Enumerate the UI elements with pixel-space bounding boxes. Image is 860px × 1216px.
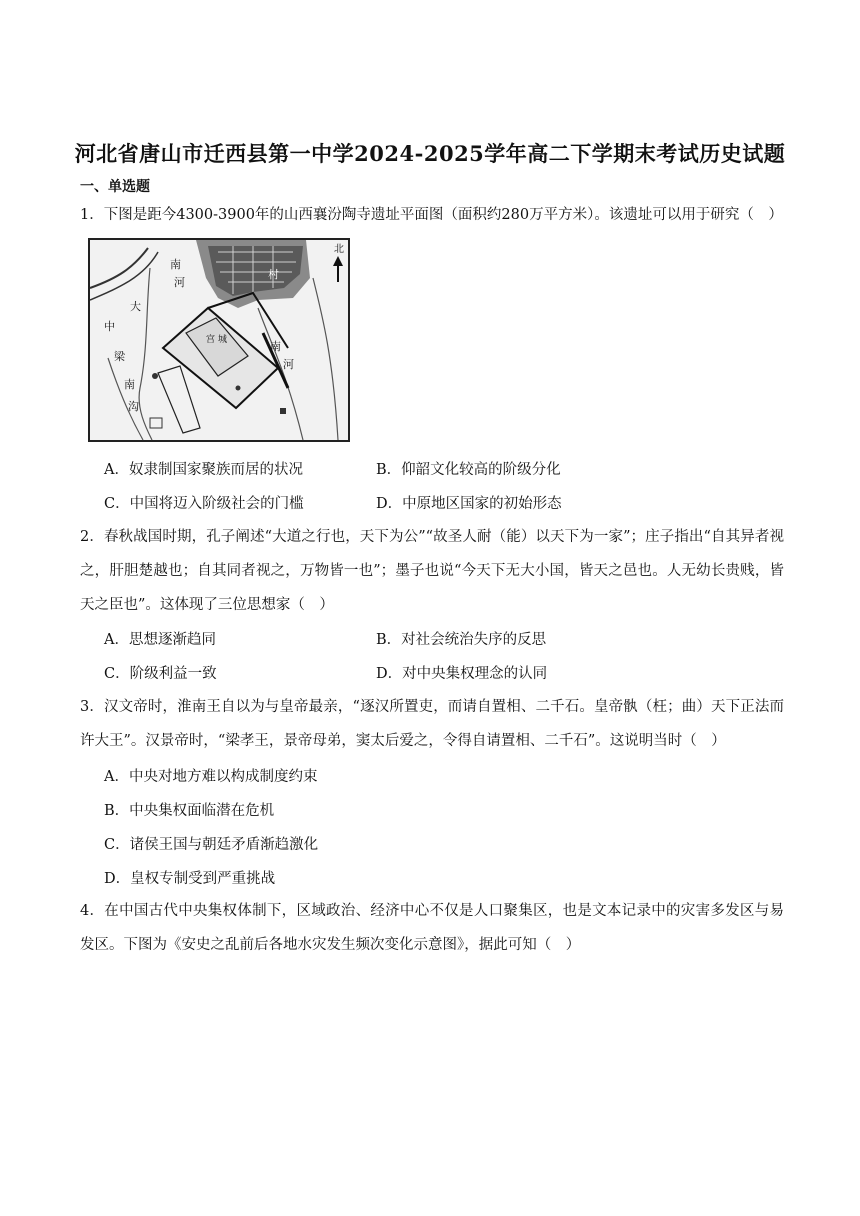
question-4 (80, 894, 784, 962)
option-a[interactable]: A．奴隶制国家聚族而居的状况 (104, 462, 303, 478)
option-b[interactable]: B．中央集权面临潜在危机 (104, 803, 275, 819)
question-1-stem: 1．下图是距今4300-3900年的山西襄汾陶寺遗址平面图（面积约280万平方米）。该遗址可以用于研究（ ） (80, 207, 783, 223)
question-2-options-row-1 (104, 630, 547, 650)
question-2 (80, 520, 784, 622)
option-c[interactable]: C．诸侯王国与朝廷矛盾渐趋激化 (104, 837, 319, 853)
map-label: 河 (174, 276, 185, 289)
question-4-stem: 4．在中国古代中央集权体制下，区域政治、经济中心不仅是人口聚集区，也是文本记录中的灾害多发区与易发区。下图为《安史之乱前后各地水灾发生频次变化示意图》，据此可知（ ） (80, 903, 784, 953)
map-label: 沟 (128, 400, 139, 413)
question-3 (80, 690, 784, 758)
option-d[interactable]: D．皇权专制受到严重挑战 (104, 871, 276, 887)
question-3-stem: 3．汉文帝时，淮南王自以为与皇帝最亲，“逐汉所置吏，而请自置相、二千石。皇帝骫（枉；曲）天下正法而许大王”。汉景帝时，“梁孝王，景帝母弟，窦太后爱之，令得自请置相、二千石”。这说明当时（ ） (80, 699, 784, 749)
question-1-options-row-1 (104, 460, 561, 480)
map-label: 南 (270, 340, 281, 353)
map-label: 南 (124, 378, 135, 391)
option-c[interactable]: C．阶级利益一致 (104, 666, 217, 682)
map-label: 河 (283, 358, 294, 371)
map-label: 中 (104, 320, 115, 333)
map-label: 梁 (114, 350, 125, 363)
section-heading: 一、单选题 (80, 179, 150, 195)
question-2-stem: 2．春秋战国时期，孔子阐述“大道之行也，天下为公”“故圣人耐（能）以天下为一家”；庄子指出“自其异者视之，肝胆楚越也；自其同者视之，万物皆一也”；墨子也说“今天下无大小国，皆天之邑也。人无幼长贵贱，皆天之臣也”。这体现了三位思想家（ ） (80, 529, 784, 613)
map-label: 村 (268, 268, 279, 281)
question-1 (80, 198, 784, 232)
question-1-options-row-2 (104, 494, 562, 514)
map-label: 大 (130, 300, 141, 313)
option-d[interactable]: D．中原地区国家的初始形态 (376, 496, 562, 512)
taosi-site-map (88, 238, 350, 442)
option-d[interactable]: D．对中央集权理念的认同 (376, 666, 548, 682)
option-a[interactable]: A．思想逐渐趋同 (104, 632, 216, 648)
option-b[interactable]: B．仰韶文化较高的阶级分化 (376, 462, 561, 478)
map-label: 北 (334, 244, 344, 255)
map-label: 南 (170, 258, 181, 271)
option-b[interactable]: B．对社会统治失序的反思 (376, 632, 547, 648)
option-a[interactable]: A．中央对地方难以构成制度约束 (104, 769, 318, 785)
exam-title: 河北省唐山市迁西县第一中学2024-2025学年高二下学期末考试历史试题 (74, 141, 786, 166)
option-c[interactable]: C．中国将迈入阶级社会的门槛 (104, 496, 304, 512)
question-2-options-row-2 (104, 664, 548, 684)
map-label: 城 (218, 335, 228, 345)
map-label: 宫 (206, 335, 216, 345)
